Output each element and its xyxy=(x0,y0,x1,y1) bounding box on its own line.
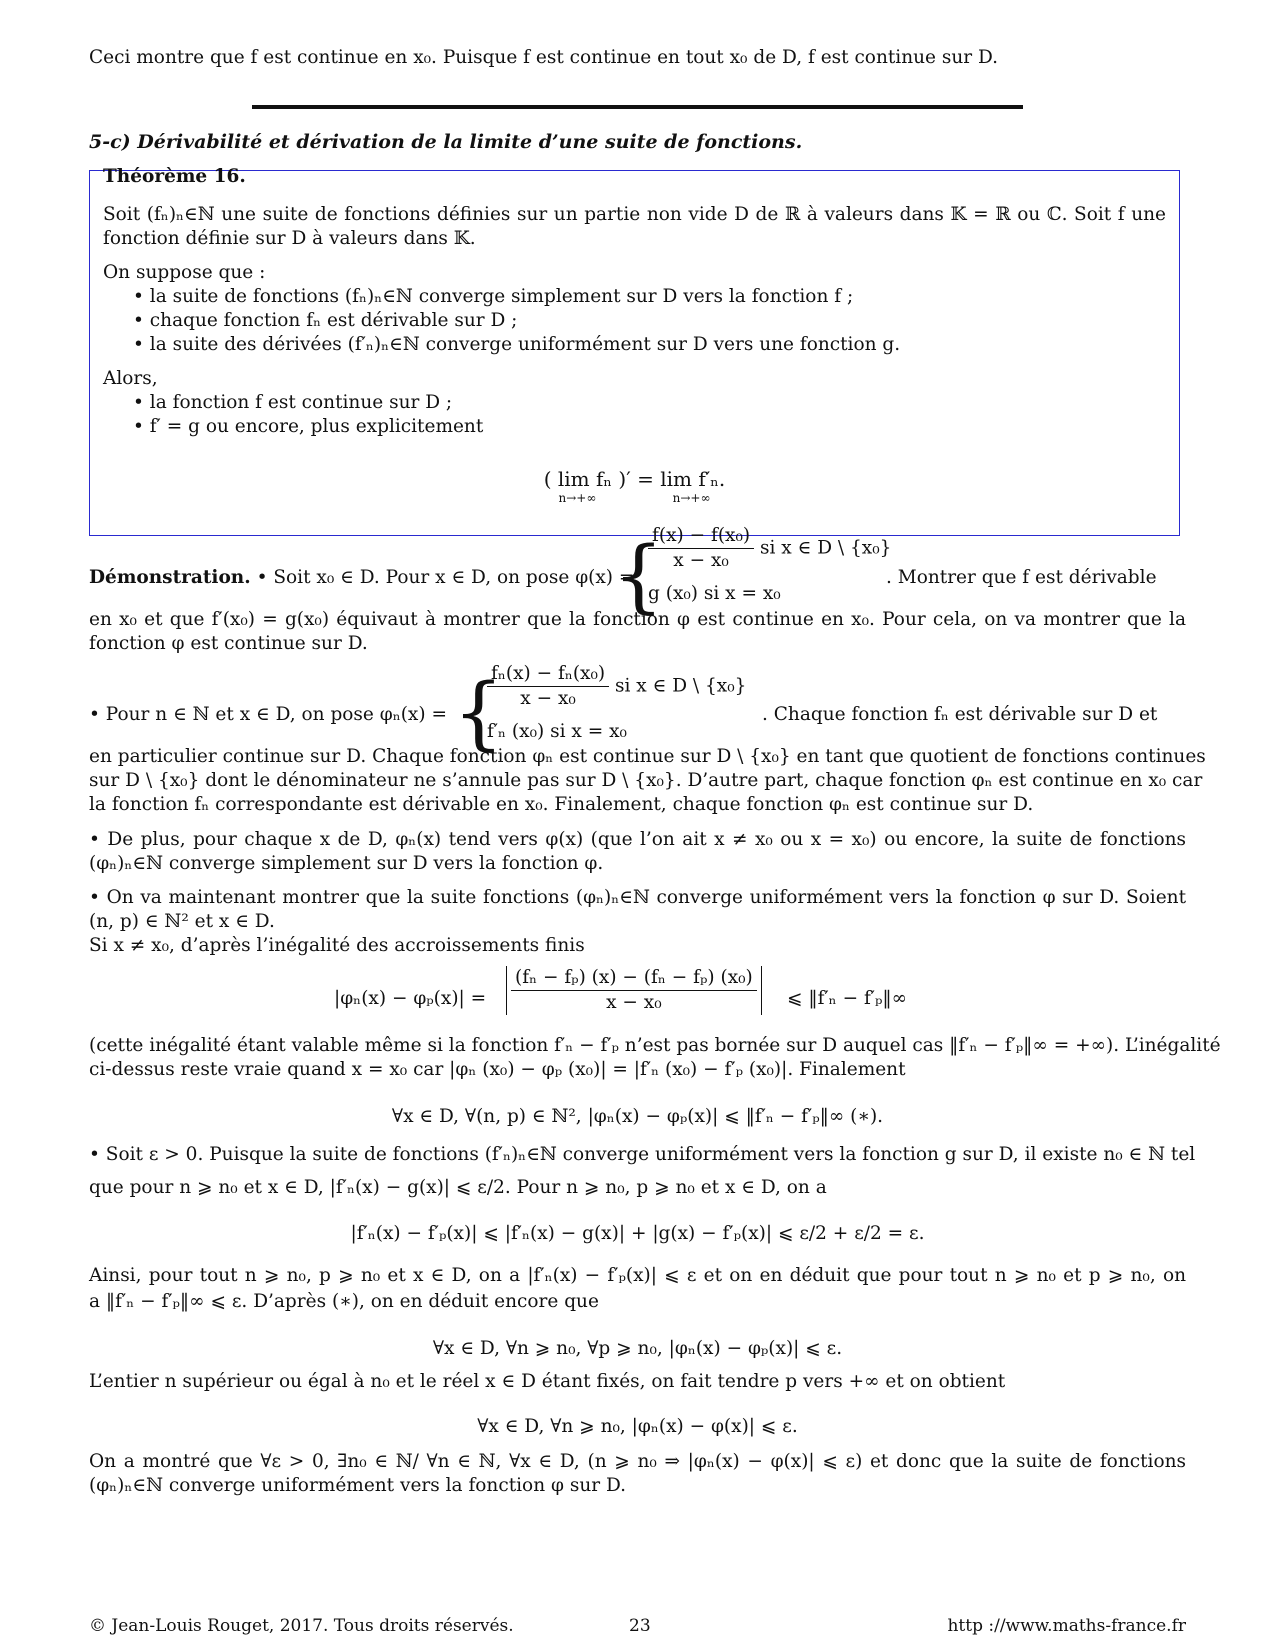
demo-line-8: • De plus, pour chaque x de D, φₙ(x) tend vers φ(x) (que l’on ait x ≠ x₀ ou x = x₀) ou encore, la suite de fonctions xyxy=(89,829,1186,850)
case-1-numerator: f(x) − f(x₀) xyxy=(648,524,754,549)
theorem-title: Théorème 16. xyxy=(103,166,246,187)
demo-line-12: Si x ≠ x₀, d’après l’inégalité des accroissements finis xyxy=(89,935,585,956)
theorem-hypothesis-1: • la suite de fonctions (fₙ)ₙ∈ℕ converge simplement sur D vers la fonction f ; xyxy=(133,286,854,307)
eq5: ∀x ∈ D, ∀n ⩾ n₀, |φₙ(x) − φ(x)| ⩽ ε. xyxy=(477,1416,798,1437)
demo-line-14: ci-dessus reste vraie quand x = x₀ car |φₙ (x₀) − φₚ (x₀)| = |f′ₙ (x₀) − f′ₚ (x₀)|. Finalement xyxy=(89,1059,906,1080)
case-3-numerator: fₙ(x) − fₙ(x₀) xyxy=(487,662,609,687)
eq1-denominator: x − x₀ xyxy=(606,992,662,1013)
intro-line: Ceci montre que f est continue en x₀. Puisque f est continue en tout x₀ de D, f est continue sur D. xyxy=(89,47,999,68)
theorem-p1-line1: Soit (fₙ)ₙ∈ℕ une suite de fonctions définies sur un partie non vide D de ℝ à valeurs dans 𝕂 = ℝ ou ℂ. Soit f une xyxy=(103,204,1166,225)
footer-url: http ://www.maths-france.fr xyxy=(947,1616,1186,1636)
case-1 xyxy=(648,524,891,573)
case-2: g (x₀) si x = x₀ xyxy=(648,583,781,604)
demo-line-2: en x₀ et que f′(x₀) = g(x₀) équivaut à montrer que la fonction φ est continue en x₀. Pour cela, on va montrer que la xyxy=(89,609,1186,630)
theorem-hypothesis-3: • la suite des dérivées (f′ₙ)ₙ∈ℕ converge uniformément sur D vers une fonction g. xyxy=(133,334,901,355)
theorem-conclusion-1: • la fonction f est continue sur D ; xyxy=(133,392,453,413)
demo-line-18: a ‖f′ₙ − f′ₚ‖∞ ⩽ ε. D’après (∗), on en déduit encore que xyxy=(89,1291,599,1312)
section-title: 5-c) Dérivabilité et dérivation de la limite d’une suite de fonctions. xyxy=(89,131,803,153)
demo-line-20: On a montré que ∀ε > 0, ∃n₀ ∈ ℕ/ ∀n ∈ ℕ, ∀x ∈ D, (n ⩾ n₀ ⇒ |φₙ(x) − φ(x)| ⩽ ε) et donc que la suite de fonctions xyxy=(89,1451,1186,1472)
demo-line-6: sur D \ {x₀} dont le dénominateur ne s’annule pas sur D \ {x₀}. D’autre part, chaque fonction φₙ est continue en x₀ car xyxy=(89,770,1203,791)
demo-phi-def: • Soit x₀ ∈ D. Pour x ∈ D, on pose φ(x) = xyxy=(256,567,635,588)
case-3 xyxy=(487,662,746,711)
demo-line-4a: • Pour n ∈ ℕ et x ∈ D, on pose φₙ(x) = xyxy=(89,704,447,725)
demo-line-7: la fonction fₙ correspondante est dérivable en x₀. Finalement, chaque fonction φₙ est continue sur D. xyxy=(89,794,1034,815)
separator-rule xyxy=(252,105,1023,109)
demo-line-4b: . Chaque fonction fₙ est dérivable sur D et xyxy=(762,704,1158,725)
demo-line-9: (φₙ)ₙ∈ℕ converge simplement sur D vers la fonction φ. xyxy=(89,853,604,874)
eq1-numerator: (fₙ − fₚ) (x) − (fₙ − fₚ) (x₀) xyxy=(511,966,757,991)
demo-line-11: (n, p) ∈ ℕ² et x ∈ D. xyxy=(89,911,275,932)
case-3-denominator: x − x₀ xyxy=(520,688,576,709)
case-4: f′ₙ (x₀) si x = x₀ xyxy=(487,721,627,742)
demo-line-16: que pour n ⩾ n₀ et x ∈ D, |f′ₙ(x) − g(x)| ⩽ ε/2. Pour n ⩾ n₀, p ⩾ n₀ et x ∈ D, on a xyxy=(89,1177,827,1198)
theorem-box xyxy=(89,166,1180,536)
theorem-alors: Alors, xyxy=(103,368,158,389)
footer-copyright: © Jean-Louis Rouget, 2017. Tous droits réservés. xyxy=(89,1616,514,1636)
demo-line-15: • Soit ε > 0. Puisque la suite de fonctions (f′ₙ)ₙ∈ℕ converge uniformément vers la fonction g sur D, il existe n₀ ∈ ℕ tel xyxy=(89,1144,1196,1165)
demo-label: Démonstration. xyxy=(89,567,251,588)
demo-line-13: (cette inégalité étant valable même si la fonction f′ₙ − f′ₚ n’est pas bornée sur D auquel cas ‖f′ₙ − f′ₚ‖∞ = +∞). L’inégalité xyxy=(89,1035,1221,1056)
demo-line-17: Ainsi, pour tout n ⩾ n₀, p ⩾ n₀ et x ∈ D, on a |f′ₙ(x) − f′ₚ(x)| ⩽ ε et on en déduit que pour tout n ⩾ n₀ et p ⩾ n₀, on xyxy=(89,1265,1186,1286)
demo-line-1a xyxy=(89,566,634,590)
eq1-left: |φₙ(x) − φₚ(x)| = xyxy=(334,988,487,1009)
demo-line-5: en particulier continue sur D. Chaque fonction φₙ est continue sur D \ {x₀} en tant que quotient de fonctions continues xyxy=(89,746,1206,767)
demo-line-21: (φₙ)ₙ∈ℕ converge uniformément vers la fonction φ sur D. xyxy=(89,1475,627,1496)
eq4: ∀x ∈ D, ∀n ⩾ n₀, ∀p ⩾ n₀, |φₙ(x) − φₚ(x)| ⩽ ε. xyxy=(432,1338,843,1359)
case-1-condition: si x ∈ D \ {x₀} xyxy=(760,537,892,559)
theorem-suppose: On suppose que : xyxy=(103,262,266,283)
cases-brace-2: { xyxy=(453,666,504,759)
demo-line-1b: . Montrer que f est dérivable xyxy=(886,567,1157,588)
cases-brace-1: { xyxy=(613,529,664,622)
eq3: |f′ₙ(x) − f′ₚ(x)| ⩽ |f′ₙ(x) − g(x)| + |g(x) − f′ₚ(x)| ⩽ ε/2 + ε/2 = ε. xyxy=(350,1223,925,1244)
footer-page-number: 23 xyxy=(629,1616,651,1636)
theorem-formula-subscripts: n→+∞ n→+∞ xyxy=(558,491,711,505)
theorem-p1-line2: fonction définie sur D à valeurs dans 𝕂. xyxy=(103,228,476,249)
theorem-formula: ( lim fₙ )′ = lim f′ₙ. xyxy=(543,467,726,491)
case-3-condition: si x ∈ D \ {x₀} xyxy=(615,675,747,697)
eq1-right: ⩽ ‖f′ₙ − f′ₚ‖∞ xyxy=(787,988,908,1009)
demo-line-19: L’entier n supérieur ou égal à n₀ et le réel x ∈ D étant fixés, on fait tendre p vers +∞ et on obtient xyxy=(89,1371,1006,1392)
theorem-hypothesis-2: • chaque fonction fₙ est dérivable sur D ; xyxy=(133,310,518,331)
demo-line-10: • On va maintenant montrer que la suite fonctions (φₙ)ₙ∈ℕ converge uniformément vers la fonction φ sur D. Soient xyxy=(89,887,1186,908)
case-1-denominator: x − x₀ xyxy=(673,550,729,571)
theorem-conclusion-2: • f′ = g ou encore, plus explicitement xyxy=(133,416,484,437)
eq1-fraction xyxy=(506,966,762,1015)
demo-line-3: fonction φ est continue sur D. xyxy=(89,633,368,654)
eq2: ∀x ∈ D, ∀(n, p) ∈ ℕ², |φₙ(x) − φₚ(x)| ⩽ ‖f′ₙ − f′ₚ‖∞ (∗). xyxy=(391,1106,884,1127)
